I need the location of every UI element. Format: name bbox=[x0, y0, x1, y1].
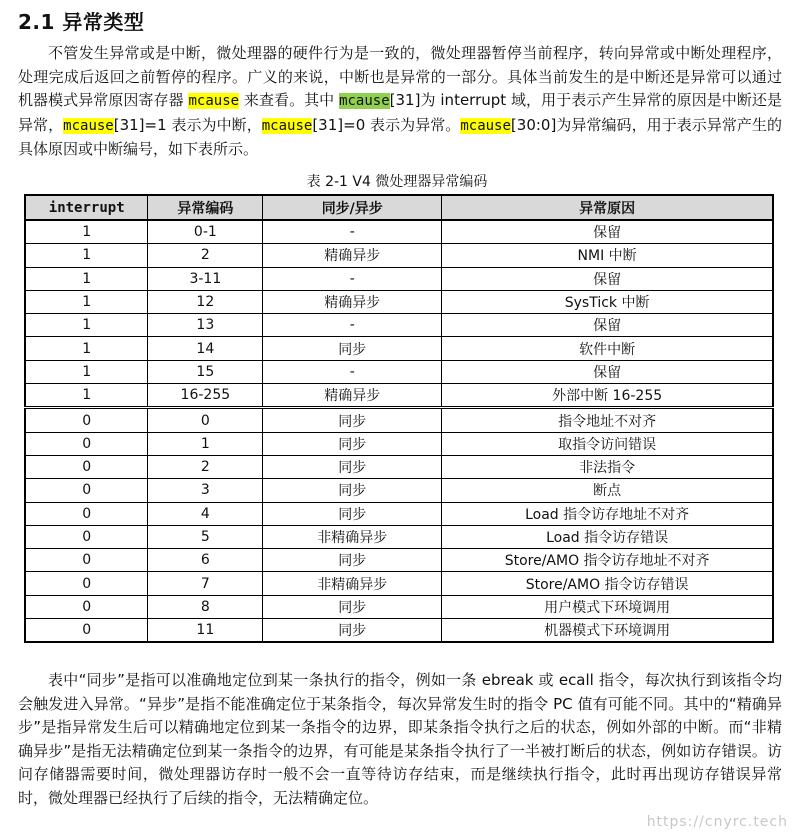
cell-exception-code: 5 bbox=[148, 525, 263, 548]
cell-sync-async: 同步 bbox=[263, 549, 442, 572]
cell-exception-code: 3-11 bbox=[148, 267, 263, 290]
cell-interrupt: 0 bbox=[25, 549, 148, 572]
cell-interrupt: 0 bbox=[25, 432, 148, 455]
cell-exception-cause: Store/AMO 指令访存错误 bbox=[442, 572, 773, 595]
cell-exception-cause: 机器模式下环境调用 bbox=[442, 619, 773, 643]
cell-sync-async: 精确异步 bbox=[263, 384, 442, 408]
table-row bbox=[25, 619, 773, 643]
cell-exception-cause: 保留 bbox=[442, 267, 773, 290]
table-row bbox=[25, 595, 773, 618]
table-row bbox=[25, 432, 773, 455]
cell-interrupt: 0 bbox=[25, 502, 148, 525]
cell-exception-code: 11 bbox=[148, 619, 263, 643]
cell-exception-code: 0 bbox=[148, 408, 263, 432]
header-exception-code: 异常编码 bbox=[148, 195, 263, 220]
cell-exception-code: 1 bbox=[148, 432, 263, 455]
table-row bbox=[25, 408, 773, 432]
intro-text-5: [31]=0 表示为异常。 bbox=[312, 115, 461, 134]
cell-exception-cause: 断点 bbox=[442, 479, 773, 502]
table-header-row bbox=[25, 195, 773, 220]
cell-interrupt: 1 bbox=[25, 337, 148, 360]
cell-exception-code: 4 bbox=[148, 502, 263, 525]
table-row bbox=[25, 337, 773, 360]
cell-exception-code: 2 bbox=[148, 244, 263, 267]
cell-sync-async: 精确异步 bbox=[263, 244, 442, 267]
cell-exception-cause: 软件中断 bbox=[442, 337, 773, 360]
cell-exception-code: 7 bbox=[148, 572, 263, 595]
cell-sync-async: 同步 bbox=[263, 479, 442, 502]
mcause-register-highlight: mcause bbox=[339, 93, 390, 109]
table-row bbox=[25, 525, 773, 548]
notes-paragraph: 表中“同步”是指可以准确地定位到某一条执行的指令，例如一条 ebreak 或 ecall 指令，每次执行到该指令均会触发进入异常。“异步”是指不能准确定位于某条指令，每次异常发生时的指令 PC 值有可能不同。其中的“精确异步”是指异常发生后可以精确地定位到某一条指令的边界，即某条指令执行之后的状态，例如外部的中断。而“非精确异步”是指无法精确定位到某一条指令的边界，有可能是某条指令执行了一半被打断后的状态，例如访存错误。访问存储器需要时间，微处理器访存时一般不会一直等待访存结束，而是继续执行指令，此时再出现访存错误异常时，微处理器已经执行了后续的指令，无法精确定位。 bbox=[18, 671, 782, 807]
cell-interrupt: 0 bbox=[25, 408, 148, 432]
cell-exception-cause: SysTick 中断 bbox=[442, 290, 773, 313]
intro-paragraph bbox=[18, 42, 782, 162]
cell-exception-code: 16-255 bbox=[148, 384, 263, 408]
cell-interrupt: 0 bbox=[25, 619, 148, 643]
table-row bbox=[25, 502, 773, 525]
cell-interrupt: 0 bbox=[25, 595, 148, 618]
cell-sync-async: 同步 bbox=[263, 619, 442, 643]
table-row bbox=[25, 455, 773, 478]
table-row bbox=[25, 290, 773, 313]
cell-sync-async: 同步 bbox=[263, 455, 442, 478]
section-title: 2.1 异常类型 bbox=[18, 10, 145, 34]
cell-exception-code: 15 bbox=[148, 360, 263, 383]
mcause-register-highlight: mcause bbox=[460, 117, 511, 134]
cell-exception-code: 8 bbox=[148, 595, 263, 618]
cell-exception-cause: Load 指令访存地址不对齐 bbox=[442, 502, 773, 525]
table-row bbox=[25, 572, 773, 595]
cell-exception-cause: 外部中断 16-255 bbox=[442, 384, 773, 408]
intro-text-6: [30:0]为异常编码，用于表示异常产生的具体原因或中断编号，如下表所示。 bbox=[18, 115, 783, 158]
cell-exception-cause: 指令地址不对齐 bbox=[442, 408, 773, 432]
cell-exception-cause: 非法指令 bbox=[442, 455, 773, 478]
cell-sync-async: - bbox=[263, 314, 442, 337]
cell-sync-async: 非精确异步 bbox=[263, 525, 442, 548]
intro-text-3: [31]为 interrupt 域，用于表示产生异常的原因是中断还是异常， bbox=[18, 91, 782, 134]
header-sync-async: 同步/异步 bbox=[263, 195, 442, 220]
cell-sync-async: 同步 bbox=[263, 408, 442, 432]
intro-text-1: 不管发生异常或是中断，微处理器的硬件行为是一致的，微处理器暂停当前程序，转向异常或中断处理程序，处理完成后返回之前暂停的程序。广义的来说，中断也是异常的一部分。具体当前发生的是中断还是异常可以通过机器模式异常原因寄存器 bbox=[18, 44, 782, 109]
table-row bbox=[25, 549, 773, 572]
mcause-register-highlight: mcause bbox=[261, 117, 313, 134]
cell-exception-cause: Store/AMO 指令访存地址不对齐 bbox=[442, 549, 773, 572]
cell-interrupt: 0 bbox=[25, 479, 148, 502]
cell-exception-code: 3 bbox=[148, 479, 263, 502]
cell-interrupt: 1 bbox=[25, 220, 148, 244]
cell-sync-async: 非精确异步 bbox=[263, 572, 442, 595]
cell-exception-cause: 保留 bbox=[442, 220, 773, 244]
cell-sync-async: - bbox=[263, 267, 442, 290]
table-row bbox=[25, 220, 773, 244]
cell-interrupt: 1 bbox=[25, 290, 148, 313]
table-body bbox=[25, 220, 773, 642]
cell-sync-async: - bbox=[263, 360, 442, 383]
watermark: https://cnyrc.tech bbox=[646, 814, 788, 830]
header-interrupt: interrupt bbox=[25, 195, 148, 220]
mcause-register-highlight: mcause bbox=[188, 93, 240, 109]
cell-interrupt: 0 bbox=[25, 455, 148, 478]
header-exception-cause: 异常原因 bbox=[442, 195, 773, 220]
cell-sync-async: 同步 bbox=[263, 595, 442, 618]
intro-text-2: 来查看。其中 bbox=[239, 91, 340, 109]
exception-code-table bbox=[24, 194, 774, 643]
cell-sync-async: 精确异步 bbox=[263, 290, 442, 313]
table-row bbox=[25, 267, 773, 290]
cell-interrupt: 1 bbox=[25, 360, 148, 383]
cell-interrupt: 1 bbox=[25, 384, 148, 408]
table-caption: 表 2-1 V4 微处理器异常编码 bbox=[306, 174, 488, 190]
intro-text-4: [31]=1 表示为中断， bbox=[113, 115, 262, 134]
cell-exception-code: 13 bbox=[148, 314, 263, 337]
cell-exception-code: 2 bbox=[148, 455, 263, 478]
table-row bbox=[25, 314, 773, 337]
cell-exception-cause: 保留 bbox=[442, 360, 773, 383]
cell-interrupt: 0 bbox=[25, 572, 148, 595]
mcause-register-highlight: mcause bbox=[63, 117, 114, 134]
cell-exception-code: 12 bbox=[148, 290, 263, 313]
cell-sync-async: - bbox=[263, 220, 442, 244]
cell-sync-async: 同步 bbox=[263, 432, 442, 455]
cell-exception-cause: 保留 bbox=[442, 314, 773, 337]
cell-exception-code: 14 bbox=[148, 337, 263, 360]
cell-exception-cause: 取指令访问错误 bbox=[442, 432, 773, 455]
cell-exception-cause: Load 指令访存错误 bbox=[442, 525, 773, 548]
cell-interrupt: 1 bbox=[25, 267, 148, 290]
cell-interrupt: 1 bbox=[25, 244, 148, 267]
cell-sync-async: 同步 bbox=[263, 502, 442, 525]
cell-interrupt: 1 bbox=[25, 314, 148, 337]
cell-exception-cause: 用户模式下环境调用 bbox=[442, 595, 773, 618]
cell-interrupt: 0 bbox=[25, 525, 148, 548]
table-row bbox=[25, 384, 773, 408]
cell-exception-code: 0-1 bbox=[148, 220, 263, 244]
cell-sync-async: 同步 bbox=[263, 337, 442, 360]
table-row bbox=[25, 360, 773, 383]
cell-exception-code: 6 bbox=[148, 549, 263, 572]
cell-exception-cause: NMI 中断 bbox=[442, 244, 773, 267]
table-row bbox=[25, 479, 773, 502]
table-row bbox=[25, 244, 773, 267]
